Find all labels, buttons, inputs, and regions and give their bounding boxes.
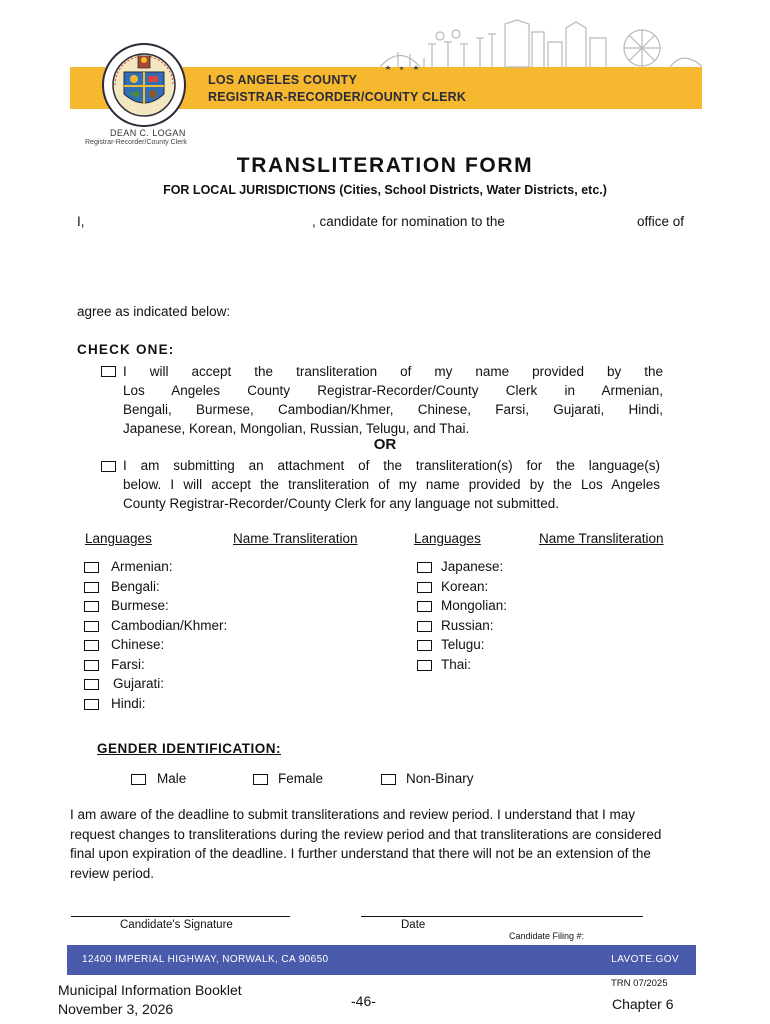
filing-label: Candidate Filing #: [509,931,585,941]
language-label: Korean: [441,578,489,594]
transliteration-header-right: Name Transliteration [539,531,664,546]
language-label: Japanese: [441,559,504,574]
signature-label: Candidate's Signature [120,919,233,931]
date-label: Date [401,919,426,931]
intro-candidate-text: , candidate for nomination to the [312,214,505,229]
chapter-label: Chapter 6 [612,996,674,1012]
footer-bar [67,945,696,975]
transliteration-header-left: Name Transliteration [233,531,358,546]
gender-female-label: Female [278,771,324,786]
date-line [361,916,643,917]
languages-header-right: Languages [414,531,481,546]
or-separator: OR [373,436,397,453]
language-label: Gujarati: [113,676,165,691]
booklet-title: Municipal Information Booklet [58,982,242,998]
language-checkbox-japanese[interactable] [417,562,432,573]
signature-line [71,916,290,917]
language-label: Farsi: [111,656,145,672]
gender-female-checkbox[interactable] [253,774,268,785]
language-checkbox-farsi[interactable] [84,660,99,671]
language-checkbox-chinese[interactable] [84,640,99,651]
language-checkbox-korean[interactable] [417,582,432,593]
language-checkbox-mongolian[interactable] [417,601,432,612]
booklet-date: November 3, 2026 [58,1001,174,1017]
org-name-line2: REGISTRAR-RECORDER/COUNTY CLERK [208,90,467,104]
option-submit-checkbox[interactable] [101,461,116,472]
page-number: -46- [351,993,376,1009]
footer-website[interactable]: LAVOTE.GOV [611,954,679,965]
option-submit-line: I am submitting an attachment of the transliteration(s) for the language(s) [123,458,660,473]
check-one-heading: CHECK ONE: [77,342,175,357]
languages-header-left: Languages [85,531,152,546]
clerk-name: DEAN C. LOGAN [110,128,186,138]
option-accept-line: Japanese, Korean, Mongolian, Russian, Telugu, and Thai. [123,421,470,436]
language-checkbox-telugu[interactable] [417,640,432,651]
option-accept-line: I will accept the transliteration of my name provided by the [123,364,663,379]
language-checkbox-thai[interactable] [417,660,432,671]
language-label: Mongolian: [441,598,508,613]
acknowledgement-paragraph: I am aware of the deadline to submit transliterations and review period. I understand that I may request changes to transliterations during the review period and that transliterations are considered final upon expiration of the deadline. I further understand that there will not be an extension of the review period. [70,807,662,881]
gender-nonbinary-checkbox[interactable] [381,774,396,785]
option-submit-line: below. I will accept the transliteration of my name provided by the Los Angeles [123,477,660,492]
language-checkbox-armenian[interactable] [84,562,99,573]
language-label: Burmese: [111,598,169,613]
gender-heading: GENDER IDENTIFICATION: [97,741,281,756]
form-title: TRANSLITERATION FORM [236,154,534,177]
language-label: Thai: [441,656,472,672]
language-label: Russian: [441,617,494,633]
option-accept-text [123,362,663,438]
option-accept-line: Los Angeles County Registrar-Recorder/County Clerk in Armenian, [123,383,663,398]
form-subtitle: FOR LOCAL JURISDICTIONS (Cities, School Districts, Water Districts, etc.) [163,183,607,197]
language-label: Hindi: [111,695,146,711]
county-seal-logo [101,42,187,128]
language-label: Chinese: [111,637,165,652]
form-revision-code: TRN 07/2025 [611,978,668,989]
language-checkbox-russian[interactable] [417,621,432,632]
agree-text: agree as indicated below: [77,304,231,319]
org-name-line1: LOS ANGELES COUNTY [208,73,357,87]
intro-i: I, [77,214,85,229]
option-accept-checkbox[interactable] [101,366,116,377]
language-label: Telugu: [441,637,485,652]
option-accept-line: Bengali, Burmese, Cambodian/Khmer, Chinese, Farsi, Gujarati, Hindi, [123,402,663,417]
option-submit-text [123,456,660,513]
language-checkbox-bengali[interactable] [84,582,99,593]
gender-male-label: Male [157,771,187,786]
language-label: Bengali: [111,578,160,594]
option-submit-line: County Registrar-Recorder/County Clerk for any language not submitted. [123,496,559,511]
language-checkbox-burmese[interactable] [84,601,99,612]
gender-nonbinary-label: Non-Binary [406,771,474,786]
skyline-illustration [380,14,702,72]
clerk-title: Registrar-Recorder/County Clerk [85,139,187,146]
language-label: Armenian: [111,559,173,574]
language-checkbox-cambodian[interactable] [84,621,99,632]
language-checkbox-hindi[interactable] [84,699,99,710]
language-label: Cambodian/Khmer: [111,617,228,633]
language-checkbox-gujarati[interactable] [84,679,99,690]
intro-office-text: office of [637,214,685,229]
gender-male-checkbox[interactable] [131,774,146,785]
footer-address: 12400 IMPERIAL HIGHWAY, NORWALK, CA 90650 [82,954,329,965]
